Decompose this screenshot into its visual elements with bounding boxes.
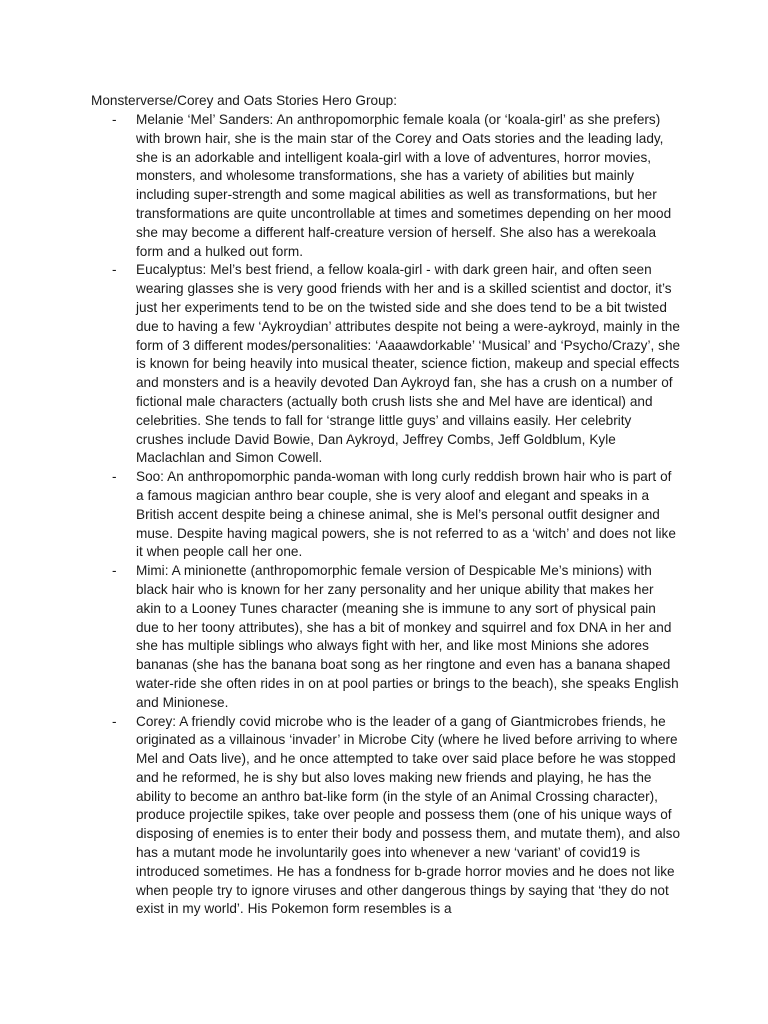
list-item-text: Corey: A friendly covid microbe who is the leader of a gang of Giantmicrobes friends, he originated as a villainous ‘invader’ in Microbe City (where he lived before arriving to where Mel and Oats live), and he once attempted to take over said place before he was stopped and he reformed, he is shy but also loves making new friends and playing, he has the ability to become an anthro bat-like form (in the style of an Animal Crossing character), produce projectile spikes, take over people and possess them (one of his unique ways of disposing of enemies is to enter their body and possess them, and mutate them), and also has a mutant mode he involuntarily goes into whenever a new ‘variant’ of covid19 is introduced sometimes. He has a fondness for b-grade horror movies and he does not like when people try to ignore viruses and other dangerous things by saying that ‘they do not exist in my world’. His Pokemon form resembles is a [136,713,681,917]
list-item-mimi [0,562,768,712]
list-item-text: Soo: An anthropomorphic panda-woman with long curly reddish brown hair who is part of a famous magician anthro bear couple, she is very aloof and elegant and speaks in a British accent despite being a chinese animal, she is Mel’s personal outfit designer and muse. Despite having magical powers, she is not referred to as a ‘witch’ and does not like it when people call her one. [136,469,676,560]
list-item-soo [0,468,768,562]
hero-list [0,111,768,919]
bullet-dash: - [112,713,117,729]
bullet-dash: - [112,469,117,485]
bullet-dash: - [112,563,117,579]
list-item-melanie [0,111,768,261]
list-item-text: Melanie ‘Mel’ Sanders: An anthropomorphic female koala (or ‘koala-girl’ as she prefers) with brown hair, she is the main star of the Corey and Oats stories and the leading lady, she is an adorkable and intelligent koala-girl with a love of adventures, horror movies, monsters, and wholesome transformations, she has a variety of abilities but mainly including super-strength and some magical abilities as well as transformations, but her transformations are quite uncontrollable at times and sometimes depending on her mood she may become a different half-creature version of herself. She also has a werekoala form and a hulked out form. [136,112,672,259]
list-item-text: Eucalyptus: Mel’s best friend, a fellow koala-girl - with dark green hair, and often seen wearing glasses she is very good friends with her and is a skilled scientist and doctor, it’s just her experiments tend to be on the twisted side and she does tend to be a bit twisted due to having a few ‘Aykroydian’ attributes despite not being a were-aykroyd, mainly in the form of 3 different modes/personalities: ‘Aaaawdorkable’ ‘Musical’ and ‘Psycho/Crazy’, she is known for being heavily into musical theater, science fiction, makeup and special effects and monsters and is a heavily devoted Dan Aykroyd fan, she has a crush on a number of fictional male characters (actually both crush lists she and Mel have are identical) and celebrities. She tends to fall for ‘strange little guys’ and villains easily. Her celebrity crushes include David Bowie, Dan Aykroyd, Jeffrey Combs, Jeff Goldblum, Kyle Maclachlan and Simon Cowell. [136,262,681,466]
bullet-dash: - [112,112,117,127]
list-item-text: Mimi: A minionette (anthropomorphic female version of Despicable Me’s minions) with black hair who is known for her zany personality and her unique ability that makes her akin to a Looney Tunes character (meaning she is immune to any sort of physical pain due to her toony attributes), she has a bit of monkey and squirrel and fox DNA in her and she has multiple siblings who always fight with her, and like most Minions she adores bananas (she has the banana boat song as her ringtone and even has a banana shaped water-ride she often rides in on at pool parties or brings to the beach), she speaks English and Minionese. [136,563,679,710]
list-item-eucalyptus [0,261,768,468]
document-heading: Monsterverse/Corey and Oats Stories Hero Group: [91,93,397,108]
list-item-corey [0,713,768,920]
bullet-dash: - [112,262,117,278]
